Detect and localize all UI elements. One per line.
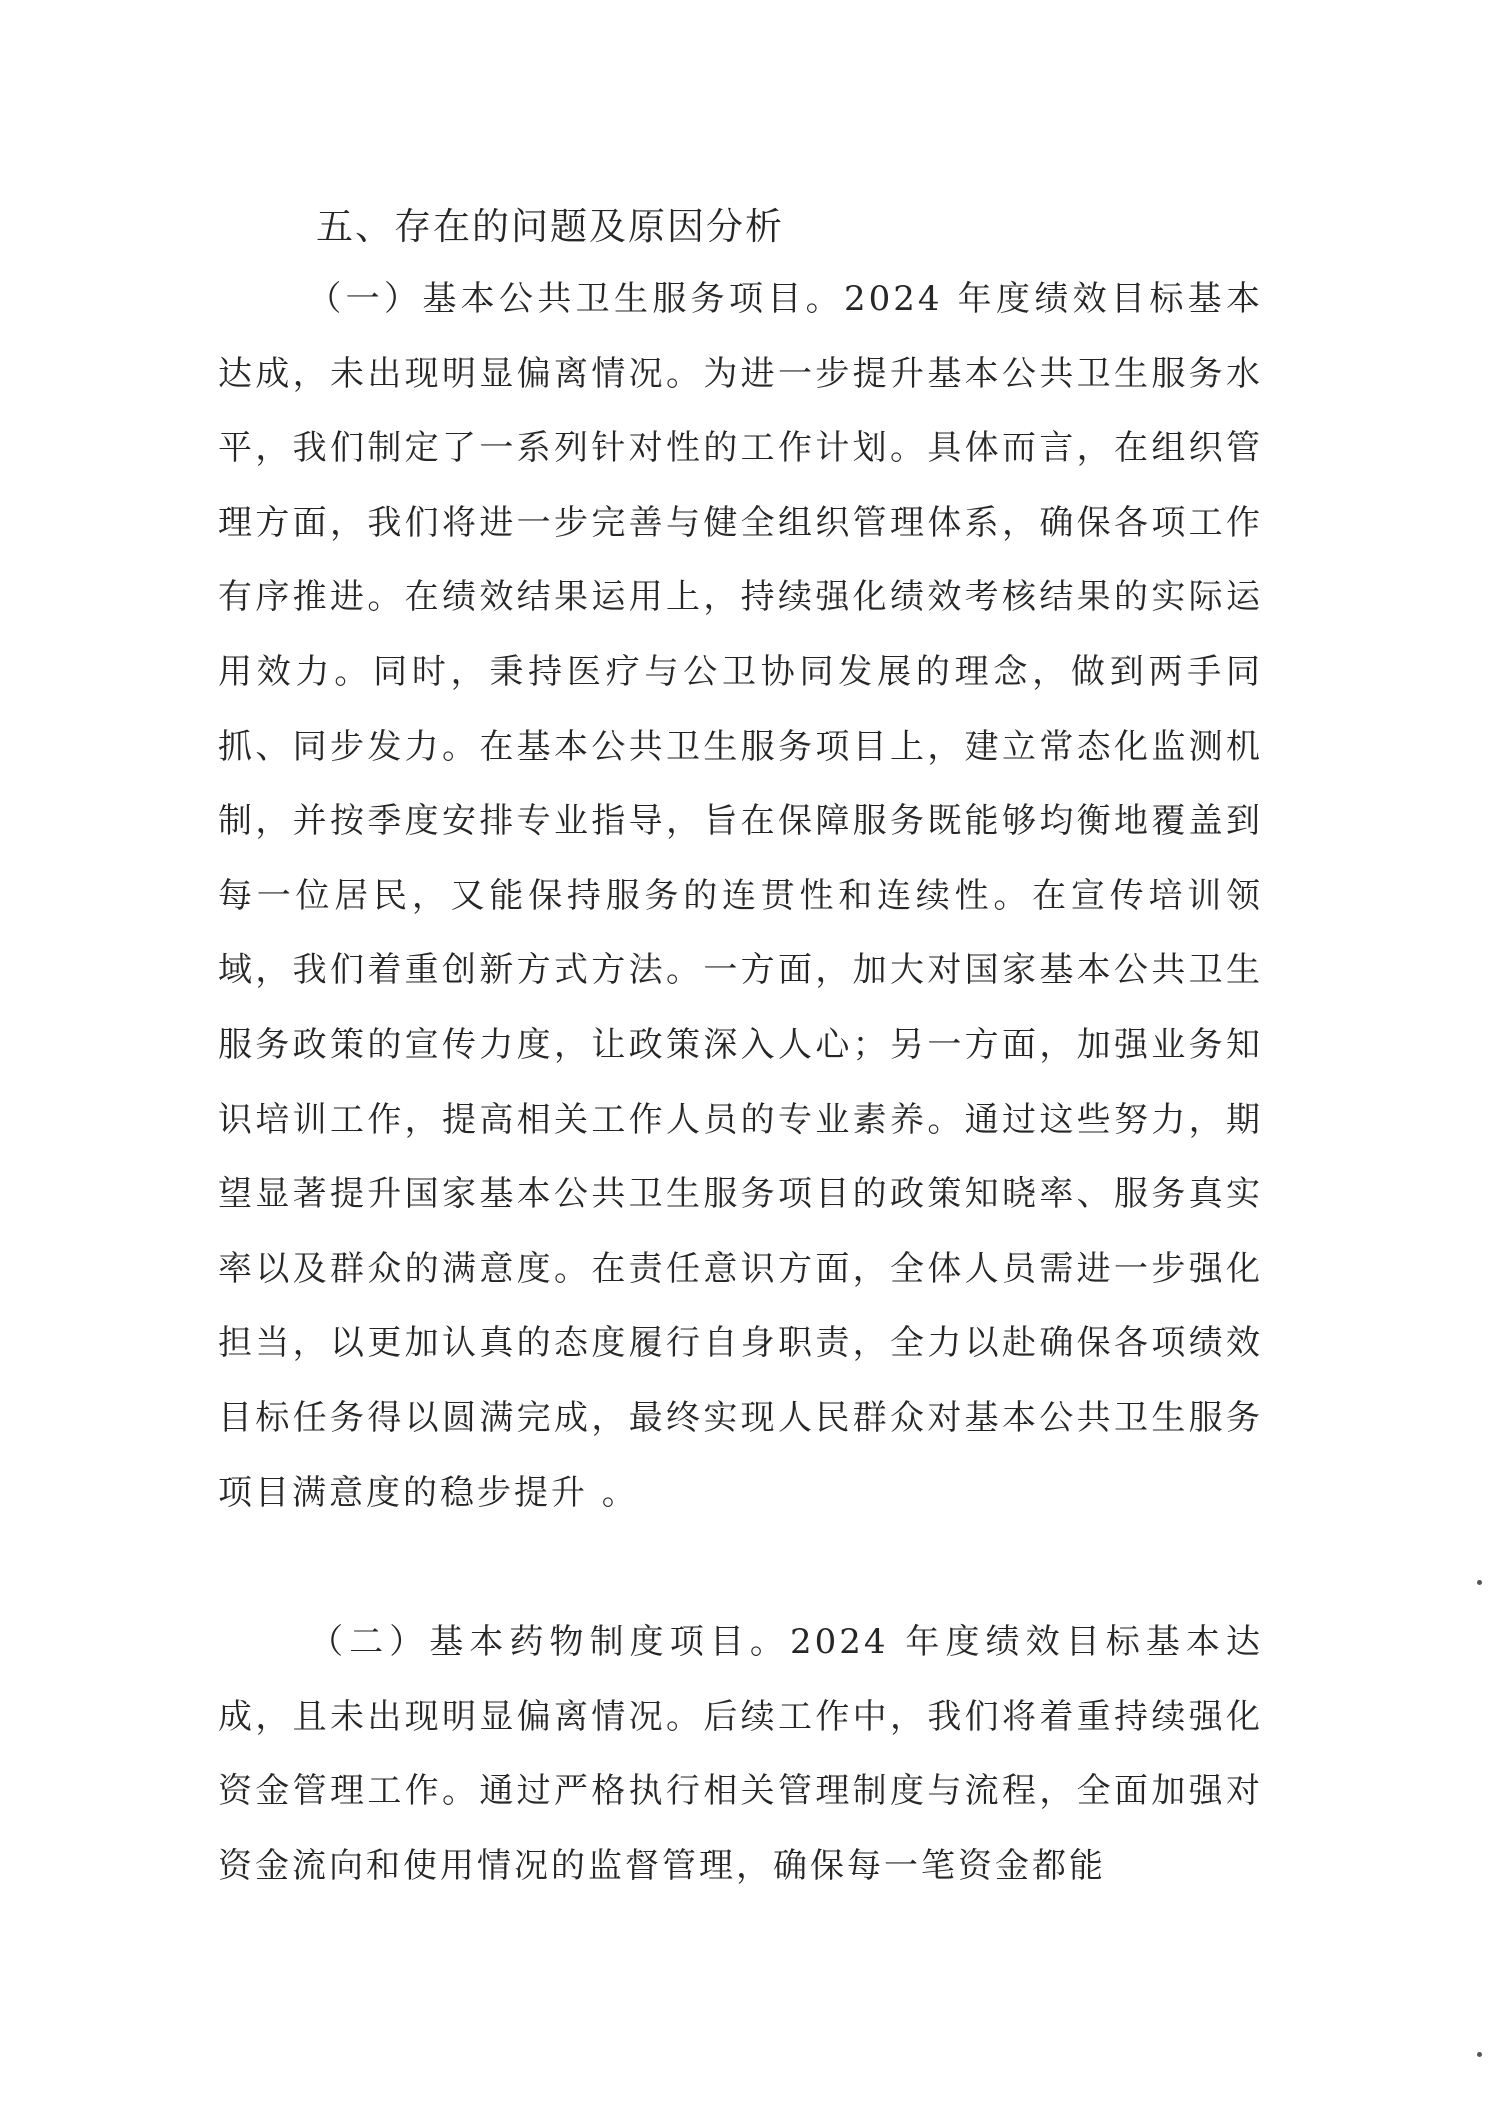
paragraph-text: （二）基本药物制度项目。2024 年度绩效目标基本达成，且未出现明显偏离情况。后续工作中，我们将着重持续强化资金管理工作。通过严格执行相关管理制度与流程，全面加强对资金流向和使用情况的监督管理，确保每一笔资金都能 [218,1622,1263,1886]
paragraph-text: （一）基本公共卫生服务项目。2024 年度绩效目标基本达成，未出现明显偏离情况。为进一步提升基本公共卫生服务水平，我们制定了一系列针对性的工作计划。具体而言，在组织管理方面，我们将进一步完善与健全组织管理体系，确保各项工作有序推进。在绩效结果运用上，持续强化绩效考核结果的实际运用效力。同时，秉持医疗与公卫协同发展的理念，做到两手同抓、同步发力。在基本公共卫生服务项目上，建立常态化监测机制，并按季度安排专业指导，旨在保障服务既能够均衡地覆盖到每一位居民，又能保持服务的连贯性和连续性。在宣传培训领域，我们着重创新方式方法。一方面，加大对国家基本公共卫生服务政策的宣传力度，让政策深入人心；另一方面，加强业务知识培训工作，提高相关工作人员的专业素养。通过这些努力，期望显著提升国家基本公共卫生服务项目的政策知晓率、服务真实率以及群众的满意度。在责任意识方面，全体人员需进一步强化担当，以更加认真的态度履行自身职责，全力以赴确保各项绩效目标任务得以圆满完成，最终实现人民群众对基本公共卫生服务项目满意度的稳步提升 。 [218,279,1263,1513]
paragraph-essential-medicines [218,1605,1263,1903]
scan-dot [1477,1580,1482,1585]
paragraph-basic-public-health [218,262,1263,1530]
scan-dot [1477,2052,1482,2057]
section-heading: 五、存在的问题及原因分析 [316,205,784,248]
